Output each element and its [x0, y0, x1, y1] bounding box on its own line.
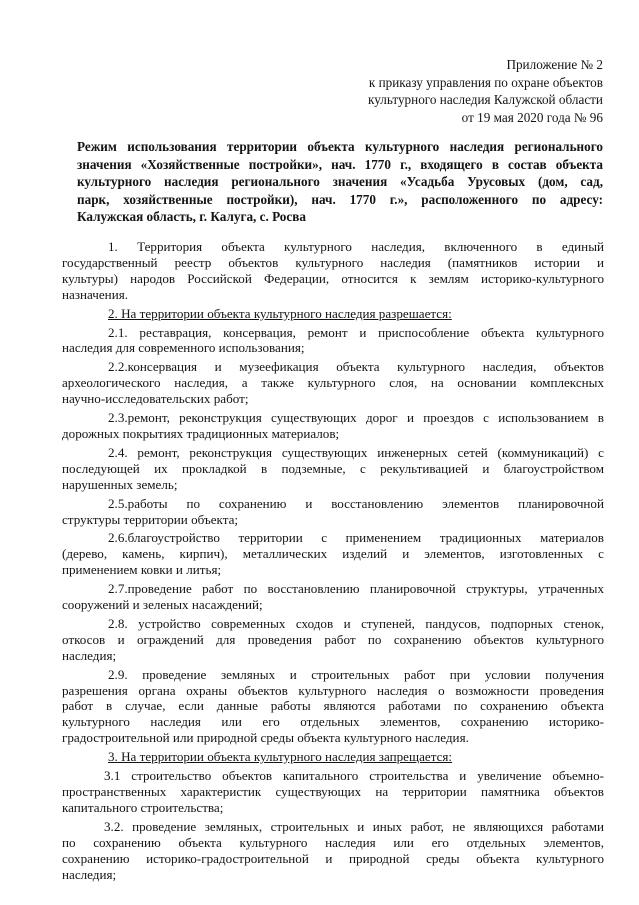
text-line: капитального строительства;	[62, 799, 224, 815]
appendix-date: от 19 мая 2020 года № 96	[461, 109, 603, 125]
title-line: значения «Хозяйственные постройки», нач. 1770 г., входящего в состав объекта	[77, 156, 603, 172]
paragraph-1	[62, 239, 604, 303]
paragraph-2-6	[62, 530, 604, 578]
text-line: государственный реестр объектов культурного наследия (памятников истории и	[62, 254, 604, 270]
paragraph-2-9	[62, 667, 604, 747]
text-line: культуры) народов Российской Федерации, относится к землям историко-культурного	[62, 270, 604, 286]
text-line: 2.9. проведение земляных и строительных работ при условии получения	[108, 666, 604, 682]
text-line: пространственных характеристик существующих на территории памятника объектов	[62, 784, 604, 799]
text-line: наследия;	[62, 647, 117, 663]
text-line: наследия;	[62, 866, 117, 882]
title-line: Калужская область, г. Калуга, с. Росва	[77, 209, 306, 225]
text-line: 2.8. устройство современных сходов и ступеней, пандусов, подпорных стенок,	[108, 615, 604, 631]
text-line: по сохранению объекта культурного наследия или его отдельных элементов,	[62, 834, 604, 850]
appendix-number: Приложение № 2	[506, 57, 603, 72]
title-line: культурного наследия регионального значения «Усадьба Урусовых (дом, сад,	[77, 174, 603, 190]
paragraph-2-8	[62, 616, 604, 664]
text-line: работ в случае, если данные работы являются работами по сохранению объекта	[62, 698, 604, 714]
text-line: 2.7.проведение работ по восстановлению планировочной структуры, утраченных	[108, 581, 604, 597]
text-line: структуры территории объекта;	[62, 511, 239, 527]
paragraph-2-1	[62, 325, 604, 357]
appendix-header	[303, 56, 603, 126]
text-line: 2.6.благоустройство территории с применением традиционных материалов	[108, 530, 604, 546]
document-body	[62, 239, 604, 885]
paragraph-2-5	[62, 496, 604, 528]
text-line: сооружений и зеленых насаждений;	[62, 597, 263, 613]
paragraph-3-2	[62, 819, 604, 883]
appendix-authority: культурного наследия Калужской области	[368, 92, 603, 107]
paragraph-3-1	[62, 768, 604, 816]
paragraph-2-2	[62, 359, 604, 407]
text-line: сохранению историко-градостроительной и природной среды объекта культурного	[62, 850, 604, 866]
text-line: археологического наследия, а также культурного слоя, на основании комплексных	[62, 375, 604, 391]
text-line: градостроительной или природной среды объекта культурного наследия.	[62, 730, 469, 746]
text-line: разрешения органа охраны объектов культурного наследия о возможности проведения	[62, 682, 604, 698]
text-line: нарушенных земель;	[62, 476, 178, 492]
text-line: (дерево, камень, кирпич), металлических изделий и элементов, изготовленных с	[62, 546, 604, 562]
text-line: назначения.	[62, 286, 128, 302]
paragraph-2-7	[62, 581, 604, 613]
paragraph-2-3	[62, 410, 604, 442]
section-3-heading: 3. На территории объекта культурного наследия запрещается:	[108, 749, 453, 765]
text-line: 1. Территория объекта культурного наследия, включенного в единый	[108, 239, 604, 254]
text-line: 2.5.работы по сохранению и восстановлению элементов планировочной	[108, 495, 604, 511]
text-line: 3.2. проведение земляных, строительных и иных работ, не являющихся работами	[104, 818, 604, 834]
text-line: 2.1. реставрация, консервация, ремонт и приспособление объекта культурного	[108, 324, 604, 340]
text-line: применением ковки и литья;	[62, 562, 222, 578]
document-title	[77, 138, 603, 226]
title-line: парк, хозяйственные постройки), нач. 1770 г.», расположенного по адресу:	[77, 191, 603, 207]
text-line: наследия для современного использования;	[62, 340, 305, 356]
text-line: 2.2.консервация и музеефикация объекта культурного наследия, объектов	[108, 359, 604, 375]
title-line: Режим использования территории объекта культурного наследия регионального	[77, 139, 603, 154]
text-line: культурного наследия или его отдельных элементов, сохранению историко-	[62, 714, 604, 730]
text-line: дорожных покрытиях традиционных материалов;	[62, 425, 340, 441]
text-line: откосов и ограждений для проведения работ по сохранению объектов культурного	[62, 631, 604, 647]
appendix-order-ref: к приказу управления по охране объектов	[368, 74, 603, 90]
text-line: 3.1 строительство объектов капитального строительства и увеличение объемно-	[104, 768, 604, 784]
section-2-heading: 2. На территории объекта культурного наследия разрешается:	[108, 305, 452, 321]
text-line: последующей их прокладкой в подземные, с рекультивацией и благоустройством	[62, 460, 604, 476]
paragraph-2-4	[62, 445, 604, 493]
text-line: 2.3.ремонт, реконструкция существующих дорог и проездов с использованием в	[108, 410, 604, 426]
text-line: научно-исследовательских работ;	[62, 391, 249, 407]
text-line: 2.4. ремонт, реконструкция существующих инженерных сетей (коммуникаций) с	[108, 444, 604, 460]
